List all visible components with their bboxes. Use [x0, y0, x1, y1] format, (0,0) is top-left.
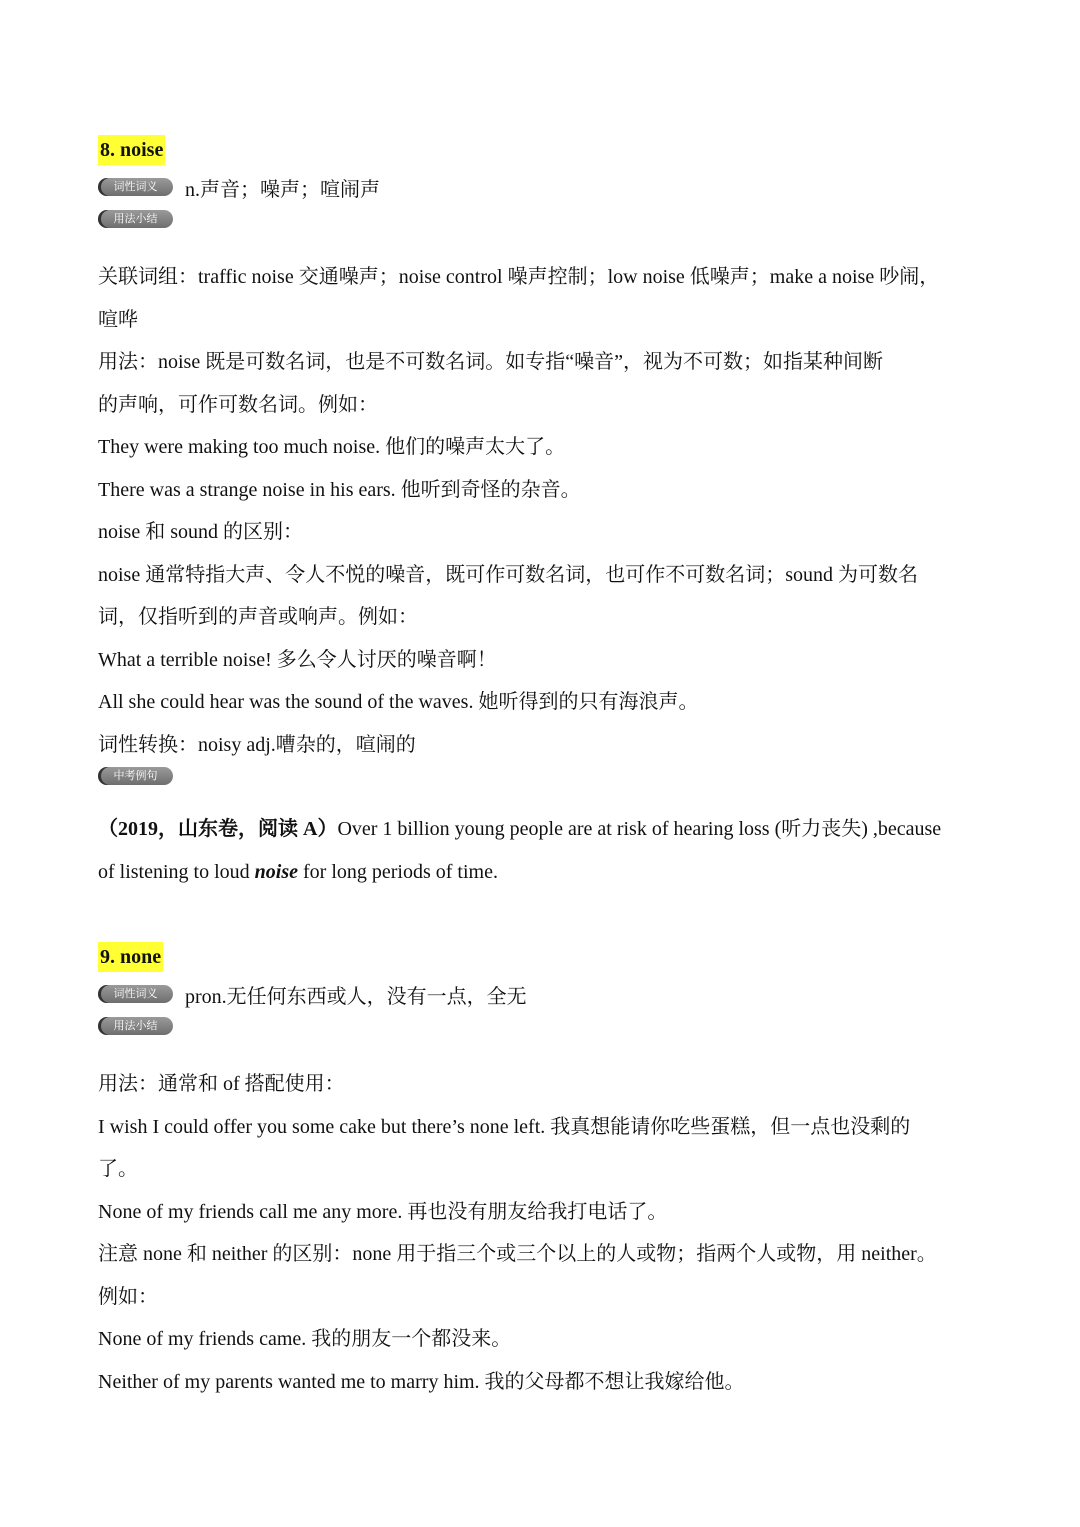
text-line: Neither of my parents wanted me to marry him. 我的父母都不想让我嫁给他。 — [98, 1370, 745, 1393]
text-line: 词性转换：noisy adj.嘈杂的，喧闹的 — [98, 733, 416, 756]
text-line: None of my friends call me any more. 再也没有朋友给我打电话了。 — [98, 1200, 668, 1223]
text-line: I wish I could offer you some cake but there’s none left. 我真想能请你吃些蛋糕，但一点也没剩的 — [98, 1115, 911, 1138]
text-line: None of my friends came. 我的朋友一个都没来。 — [98, 1328, 512, 1350]
usage-row — [98, 205, 988, 233]
exam-keyword: noise — [254, 860, 299, 883]
text-line: There was a strange noise in his ears. 他听到奇怪的杂音。 — [98, 478, 581, 501]
exam-tag-row — [98, 766, 173, 785]
text-line: 关联词组：traffic noise 交通噪声；noise control 噪声控制；low noise 低噪声；make a noise 吵闹， — [98, 266, 940, 288]
text-line: 了。 — [98, 1158, 138, 1180]
text-line: 例如： — [98, 1285, 158, 1308]
entry-noise — [98, 135, 988, 233]
text-line: 用法：noise 既是可数名词，也是不可数名词。如专指“噪音”，视为不可数；如指某种间断 — [98, 351, 883, 373]
entry-heading: 8. noise — [98, 135, 165, 165]
exam-example — [98, 808, 988, 893]
exam-text: Over 1 billion young people are at risk of hearing loss (听力丧失) ,because — [337, 818, 942, 840]
usage-tag: 用法小结 — [98, 1017, 173, 1035]
text-line: What a terrible noise! 多么令人讨厌的噪音啊！ — [98, 648, 497, 671]
pos-tag: 词性词义 — [98, 985, 173, 1003]
definition: pron.无任何东西或人，没有一点，全无 — [185, 985, 527, 1008]
text-line: 词，仅指听到的声音或响声。例如： — [98, 606, 418, 628]
exam-source: （2019，山东卷，阅读 A） — [98, 818, 338, 840]
pos-row — [98, 978, 988, 1010]
definition: n.声音；噪声；喧闹声 — [185, 178, 380, 201]
exam-text: of listening to loud — [98, 860, 255, 883]
text-line: 的声响，可作可数名词。例如： — [98, 393, 378, 416]
noise-usage-block — [98, 256, 939, 766]
pos-tag: 词性词义 — [98, 178, 173, 196]
text-line: 注意 none 和 neither 的区别：none 用于指三个或三个以上的人或物；指两个人或物，用 neither。 — [98, 1243, 937, 1265]
none-usage-block — [98, 1063, 937, 1403]
text-line: noise 通常特指大声、令人不悦的噪音，既可作可数名词，也可作不可数名词；sound 为可数名 — [98, 563, 918, 586]
entry-heading: 9. none — [98, 942, 163, 972]
usage-tag: 用法小结 — [98, 210, 173, 228]
usage-row — [98, 1012, 988, 1040]
exam-text: for long periods of time. — [298, 860, 498, 883]
exam-tag: 中考例句 — [98, 767, 173, 785]
text-line: noise 和 sound 的区别： — [98, 521, 303, 543]
text-line: All she could hear was the sound of the waves. 她听得到的只有海浪声。 — [98, 691, 699, 713]
text-line: 用法：通常和 of 搭配使用： — [98, 1073, 345, 1095]
pos-row — [98, 171, 988, 203]
entry-none — [98, 942, 988, 1040]
text-line: 喧哗 — [98, 308, 138, 331]
text-line: They were making too much noise. 他们的噪声太大了。 — [98, 436, 566, 458]
